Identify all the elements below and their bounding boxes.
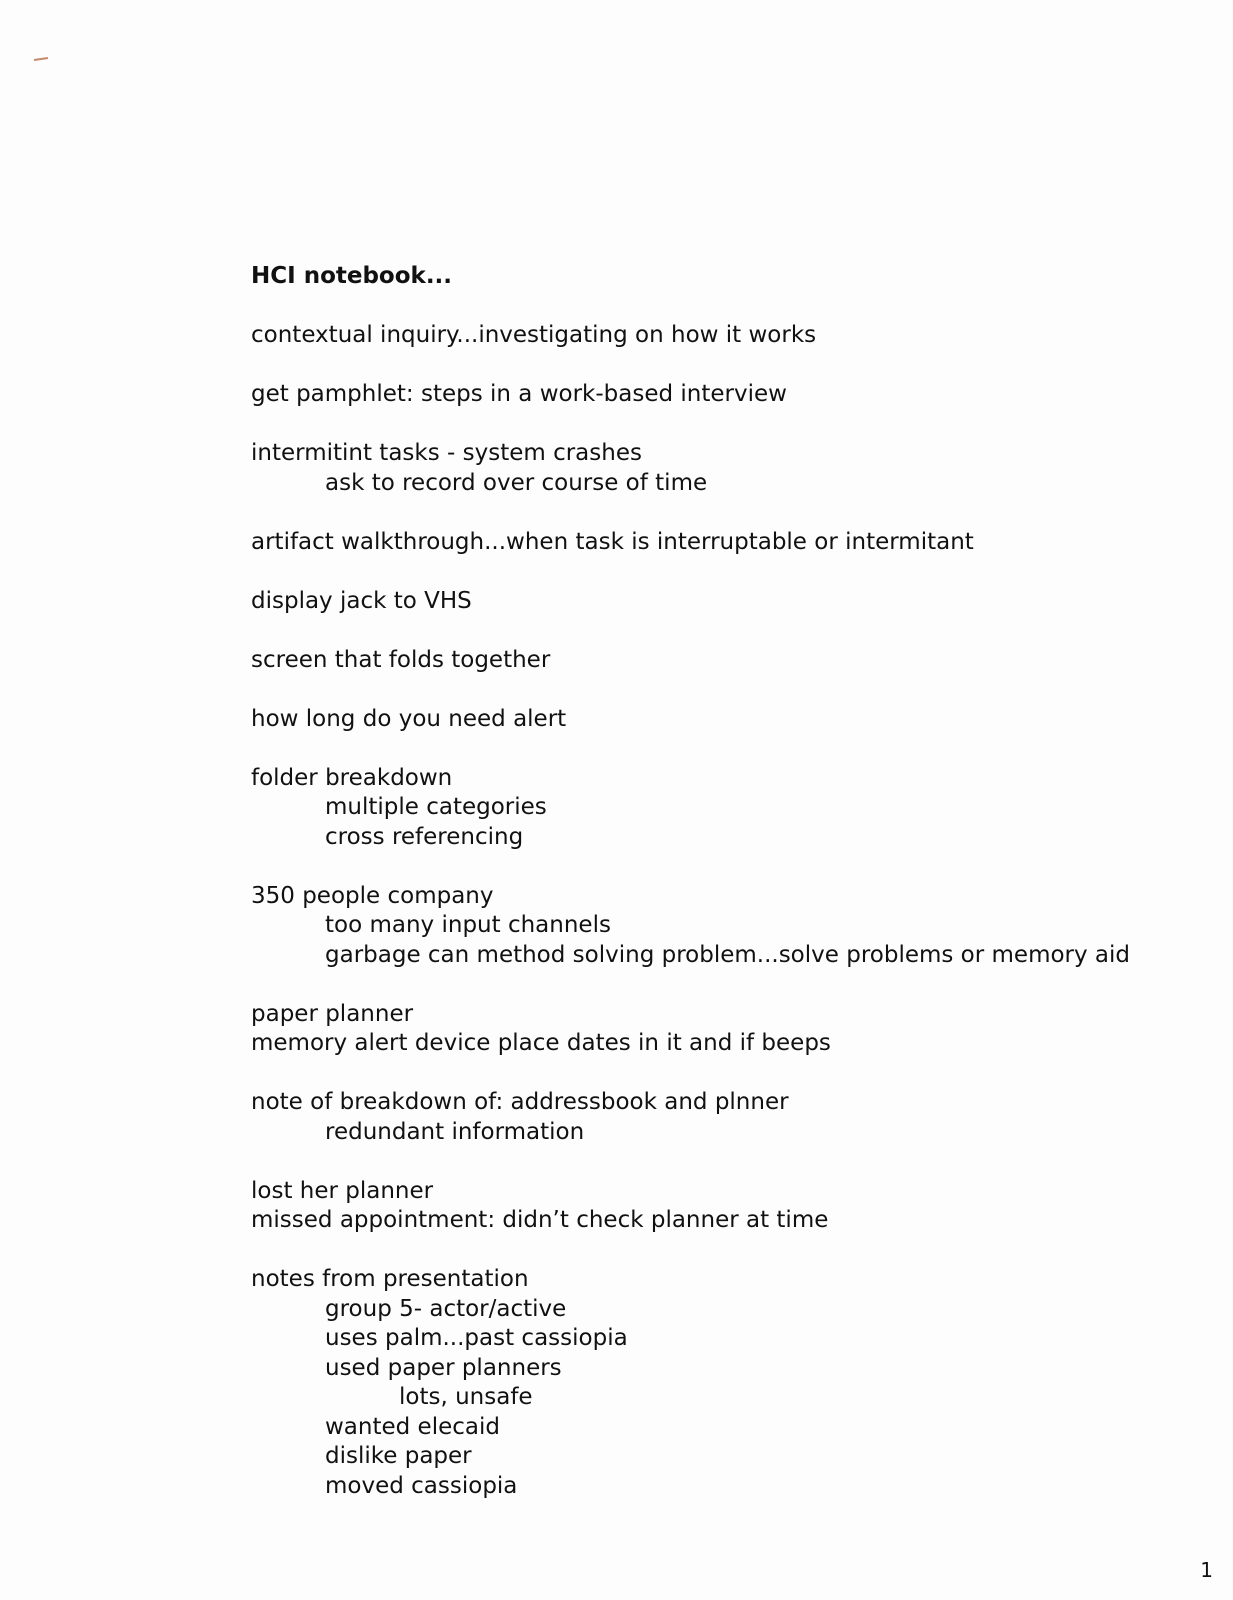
note-line: how long do you need alert <box>251 705 567 732</box>
note-line: artifact walkthrough...when task is interruptable or intermitant <box>251 528 974 555</box>
note-subline: ask to record over course of time <box>325 469 708 496</box>
note-line: display jack to VHS <box>251 587 472 614</box>
note-line: notes from presentation <box>251 1266 529 1292</box>
note-line: screen that folds together <box>251 646 551 673</box>
note-line: 350 people company <box>251 882 494 909</box>
note-subline: redundant information <box>325 1118 585 1145</box>
note-line: contextual inquiry...investigating on how it works <box>251 322 817 348</box>
stray-ink-mark <box>34 57 48 61</box>
note-subline: moved cassiopia <box>325 1472 518 1499</box>
note-line: lost her planner <box>251 1177 434 1204</box>
note-line: memory alert device place dates in it and if beeps <box>251 1030 831 1056</box>
note-subline: used paper planners <box>325 1354 562 1381</box>
note-subline: garbage can method solving problem...solve problems or memory aid <box>325 941 1131 968</box>
note-subline: uses palm...past cassiopia <box>325 1325 628 1351</box>
note-subline: cross referencing <box>325 823 524 850</box>
notebook-content <box>251 262 1171 1501</box>
note-subline: dislike paper <box>325 1443 472 1469</box>
note-line: note of breakdown of: addressbook and plnner <box>251 1089 789 1115</box>
note-line: intermitint tasks - system crashes <box>251 440 642 466</box>
page-title: HCI notebook... <box>251 263 453 289</box>
note-line: missed appointment: didn’t check planner at time <box>251 1207 829 1233</box>
note-subline: group 5- actor/active <box>325 1295 567 1322</box>
note-subline: too many input channels <box>325 912 611 938</box>
note-line: paper planner <box>251 1000 414 1027</box>
note-line: get pamphlet: steps in a work-based interview <box>251 381 787 407</box>
page-number: 1 <box>1200 1558 1213 1582</box>
note-subsubline: lots, unsafe <box>399 1384 533 1410</box>
note-line: folder breakdown <box>251 764 453 791</box>
note-subline: multiple categories <box>325 794 547 820</box>
note-subline: wanted elecaid <box>325 1413 500 1440</box>
